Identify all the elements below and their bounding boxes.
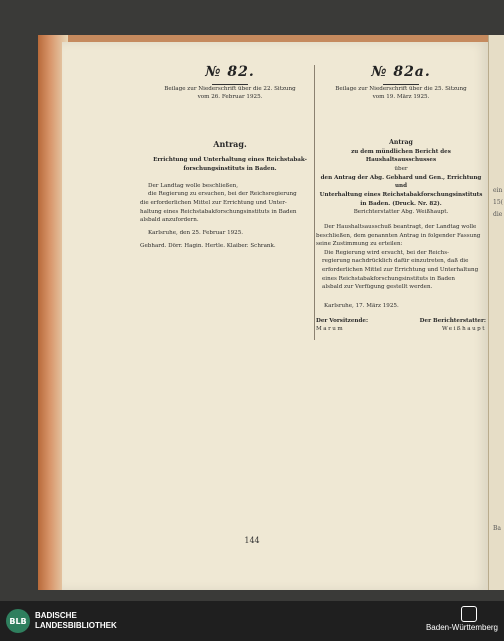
- blb-logo-icon[interactable]: BLB: [6, 609, 30, 633]
- motion-subtitle: in Baden. (Druck. Nr. 82).: [360, 200, 442, 207]
- signatures: Gebhard. Dörr. Hagin. Hertle. Klaiber. Schrank.: [140, 242, 276, 249]
- motion-title: Antrag: [389, 139, 413, 146]
- body-line: Die Regierung wird ersucht, bei der Reichs-: [324, 249, 450, 256]
- reporter-label: Der Berichterstatter:: [419, 317, 486, 324]
- chair-name: Marum: [316, 326, 345, 333]
- library-name[interactable]: [35, 611, 117, 631]
- body-line: regierung nachdrücklich dafür einzutreten, daß die: [322, 258, 469, 265]
- document-number-text: № 82a.: [371, 64, 431, 80]
- body-line: erforderlichen Mittel zur Errichtung und Unterhaltung: [322, 267, 479, 274]
- body-line: die Regierung zu ersuchen, bei der Reichsregierung: [148, 191, 297, 198]
- right-column: [316, 62, 486, 334]
- document-number: [140, 62, 320, 85]
- body-line: eines Reichstabakforschungsinstituts in Baden: [322, 275, 455, 282]
- next-page-strip: [488, 35, 504, 590]
- coat-of-arms-icon: [461, 606, 477, 622]
- strip-text: die: [493, 211, 503, 218]
- strip-text: 15(: [493, 199, 503, 206]
- reporter-line: Berichterstatter Abg. Weißhaupt.: [353, 209, 449, 216]
- body-line: die erforderlichen Mittel zur Errichtung und Unter-: [140, 200, 287, 207]
- body-line: Der Landtag wolle beschließen,: [148, 182, 239, 189]
- motion-subtitle: zu dem mündlichen Bericht des Haushaltsausschusses: [351, 148, 451, 164]
- document-number: [316, 62, 486, 85]
- body-line: Der Haushaltsausschuß beantragt, der Landtag wolle: [324, 223, 477, 230]
- strip-text: Ba: [493, 525, 501, 532]
- motion-subtitle: Unterhaltung eines Reichstabakforschungsinstituts: [319, 191, 483, 198]
- place-date: Karlsruhe, 17. März 1925.: [324, 303, 399, 310]
- region-label[interactable]: Baden-Württemberg: [425, 623, 498, 632]
- supplement-line: Beilage zur Niederschrift über die 25. Sitzung: [335, 85, 467, 92]
- body-line: alsbald anzufordern.: [140, 217, 199, 224]
- body-line: alsbald zur Verfügung gestellt werden.: [322, 284, 433, 291]
- chair-label: Der Vorsitzende:: [316, 317, 369, 324]
- signature-row: [316, 325, 486, 334]
- supplement-line: Beilage zur Niederschrift über die 22. Sitzung: [164, 85, 296, 92]
- body-line: seine Zustimmung zu erteilen:: [316, 241, 403, 248]
- motion-subtitle: über: [394, 165, 408, 172]
- library-name-line: BADISCHE: [35, 611, 77, 620]
- library-name-line: LANDESBIBLIOTHEK: [35, 621, 117, 630]
- left-column: [140, 62, 320, 250]
- motion-subtitle: Errichtung und Unterhaltung eines Reichstabak-: [153, 157, 307, 164]
- supplement-line: vom 19. März 1925.: [372, 94, 430, 101]
- page-number: 144: [244, 536, 260, 545]
- supplement-line: vom 26. Februar 1925.: [197, 94, 263, 101]
- body-line: beschließen, dem genannten Antrag in folgender Fassung: [316, 232, 481, 239]
- strip-text: ein: [493, 187, 503, 194]
- place-date: Karlsruhe, den 25. Februar 1925.: [148, 229, 244, 236]
- motion-title: Antrag.: [213, 139, 247, 149]
- footer-bar: [0, 601, 504, 641]
- body-line: haltung eines Reichstabakforschungsinstituts in Baden: [140, 208, 297, 215]
- document-number-text: № 82.: [205, 64, 255, 80]
- signature-row: [316, 317, 486, 326]
- motion-subtitle: den Antrag der Abg. Gebhard und Gen., Errichtung und: [320, 174, 482, 190]
- motion-subtitle: forschungsinstituts in Baden.: [183, 166, 277, 173]
- reporter-name: Weißhaupt: [442, 326, 486, 333]
